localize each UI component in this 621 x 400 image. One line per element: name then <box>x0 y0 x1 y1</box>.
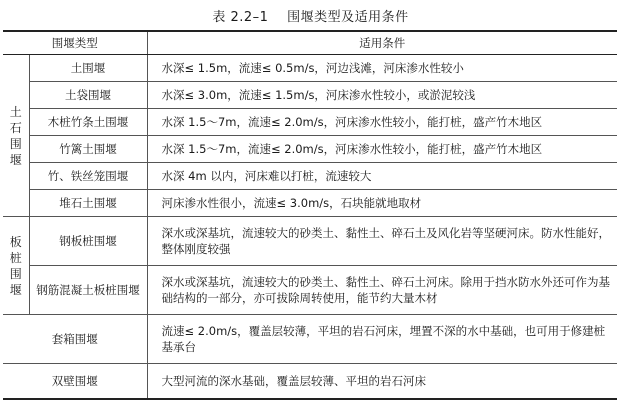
header-condition: 适用条件 <box>147 31 617 55</box>
table-caption <box>0 6 621 25</box>
table-row <box>3 109 617 136</box>
type-cell: 木桩竹条土围堰 <box>29 109 147 136</box>
type-cell: 双壁围堰 <box>3 364 147 400</box>
condition-cell: 水深 1.5～7m，流速≤ 2.0m/s，河床渗水性较小，能打桩，盛产竹木地区 <box>147 136 617 163</box>
type-cell: 钢筋混凝土板桩围堰 <box>29 266 147 315</box>
type-cell: 竹、铁丝笼围堰 <box>29 163 147 190</box>
type-cell: 土围堰 <box>29 55 147 82</box>
table-title: 围堰类型及适用条件 <box>287 10 409 25</box>
condition-cell: 水深 4m 以内，河床难以打桩，流速较大 <box>147 163 617 190</box>
group-label-earth-stone: 土 石 围 堰 <box>3 55 29 217</box>
table-number: 表 2.2–1 <box>212 10 269 25</box>
cofferdam-table <box>3 30 617 400</box>
table-header-row <box>3 31 617 55</box>
group-label-sheet-pile: 板 桩 围 堰 <box>3 217 29 315</box>
table-row <box>3 55 617 82</box>
type-cell: 土袋围堰 <box>29 82 147 109</box>
condition-cell: 水深≤ 1.5m，流速≤ 0.5m/s，河边浅滩，河床渗水性较小 <box>147 55 617 82</box>
table-row <box>3 364 617 400</box>
condition-cell: 河床渗水性很小，流速≤ 3.0m/s，石块能就地取材 <box>147 190 617 217</box>
condition-cell: 大型河流的深水基础，覆盖层较薄、平坦的岩石河床 <box>147 364 617 400</box>
condition-cell: 水深 1.5～7m，流速≤ 2.0m/s，河床渗水性较小，能打桩，盛产竹木地区 <box>147 109 617 136</box>
type-cell: 钢板桩围堰 <box>29 217 147 266</box>
table-row <box>3 163 617 190</box>
condition-cell: 深水或深基坑，流速较大的砂类土、黏性土、碎石土河床。除用于挡水防水外还可作为基础结构的一部分，亦可拔除周转使用，能节约大量木材 <box>147 266 617 315</box>
condition-cell: 流速≤ 2.0m/s，覆盖层较薄，平坦的岩石河床，埋置不深的水中基础，也可用于修建桩基承台 <box>147 315 617 364</box>
table-row <box>3 190 617 217</box>
type-cell: 竹篱土围堰 <box>29 136 147 163</box>
condition-cell: 水深≤ 3.0m，流速≤ 1.5m/s，河床渗水性较小，或淤泥较浅 <box>147 82 617 109</box>
table-row <box>3 82 617 109</box>
table-row <box>3 136 617 163</box>
table-row <box>3 266 617 315</box>
table-row <box>3 217 617 266</box>
condition-cell: 深水或深基坑，流速较大的砂类土、黏性土、碎石土及风化岩等坚硬河床。防水性能好，整体刚度较强 <box>147 217 617 266</box>
header-type: 围堰类型 <box>3 31 147 55</box>
table-row <box>3 315 617 364</box>
type-cell: 堆石土围堰 <box>29 190 147 217</box>
type-cell: 套箱围堰 <box>3 315 147 364</box>
